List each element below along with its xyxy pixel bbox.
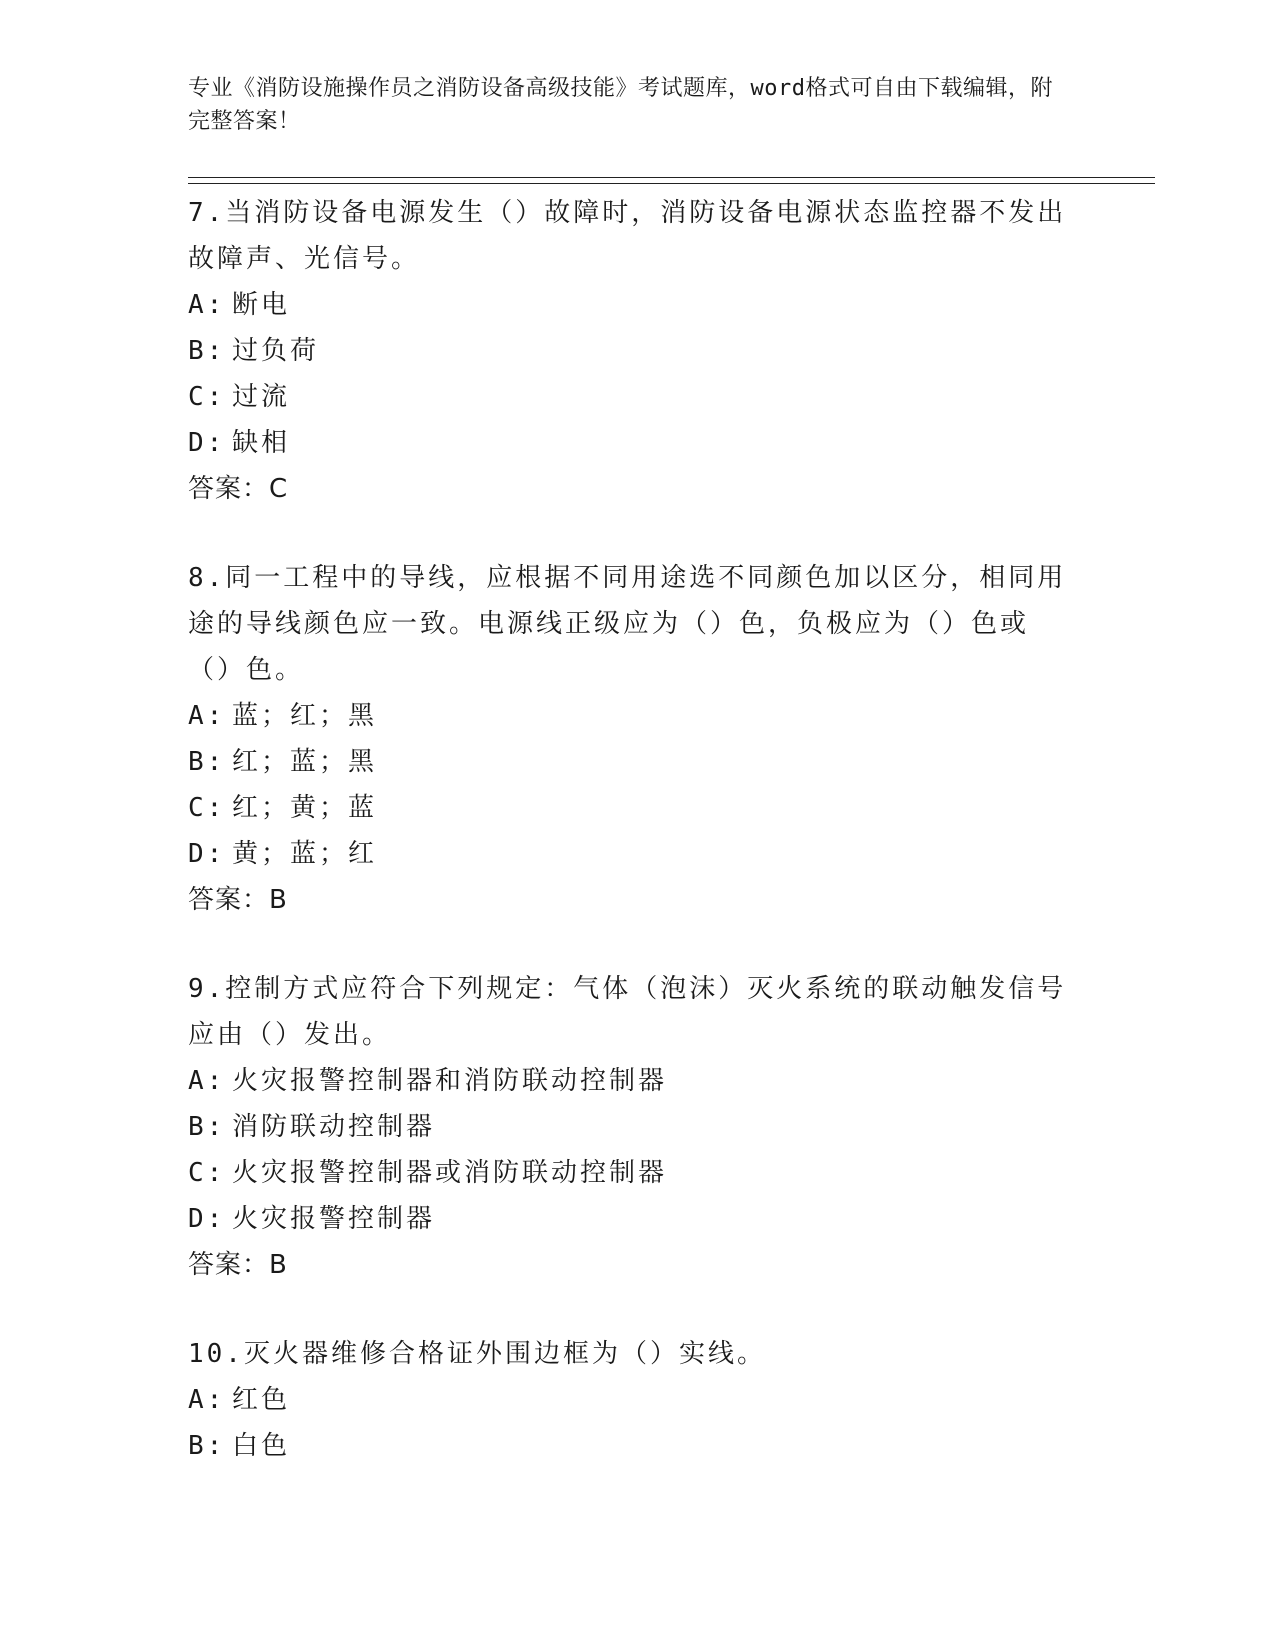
- option-text: 断电: [232, 290, 291, 320]
- option-c: [188, 785, 1068, 831]
- option-text: 消防联动控制器: [232, 1112, 436, 1142]
- option-text: 蓝；红；黑: [232, 701, 378, 731]
- option-key: B:: [188, 1431, 226, 1461]
- question-stem: 10.灭火器维修合格证外围边框为（）实线。: [188, 1339, 766, 1369]
- option-text: 火灾报警控制器和消防联动控制器: [232, 1066, 668, 1096]
- option-text: 过流: [232, 382, 291, 412]
- question-7: [188, 190, 1068, 512]
- option-key: A:: [188, 1066, 226, 1096]
- option-text: 黄；蓝；红: [232, 839, 378, 869]
- question-list: [188, 190, 1068, 1512]
- option-key: D:: [188, 428, 226, 458]
- header-divider-bottom: [188, 183, 1155, 184]
- option-a: [188, 1058, 1068, 1104]
- option-key: C:: [188, 793, 226, 823]
- option-text: 白色: [232, 1431, 291, 1461]
- option-c: [188, 374, 1068, 420]
- option-key: C:: [188, 1158, 226, 1188]
- option-a: [188, 282, 1068, 328]
- option-key: B:: [188, 747, 226, 777]
- option-key: D:: [188, 839, 226, 869]
- option-key: C:: [188, 382, 226, 412]
- option-text: 火灾报警控制器: [232, 1204, 436, 1234]
- option-text: 红色: [232, 1385, 291, 1415]
- option-key: D:: [188, 1204, 226, 1234]
- option-a: [188, 1377, 1068, 1423]
- option-a: [188, 693, 1068, 739]
- question-9: [188, 966, 1068, 1288]
- option-key: B:: [188, 1112, 226, 1142]
- option-d: [188, 1196, 1068, 1242]
- option-b: [188, 739, 1068, 785]
- question-stem: 9.控制方式应符合下列规定：气体（泡沫）灭火系统的联动触发信号应由（）发出。: [188, 974, 1067, 1050]
- document-intro: 专业《消防设施操作员之消防设备高级技能》考试题库，word格式可自由下载编辑，附完整答案！: [188, 76, 1053, 134]
- option-text: 红；黄；蓝: [232, 793, 378, 823]
- option-text: 红；蓝；黑: [232, 747, 378, 777]
- question-8: [188, 555, 1068, 923]
- answer-line: 答案：B: [188, 1250, 288, 1280]
- answer-line: 答案：C: [188, 474, 289, 504]
- option-d: [188, 831, 1068, 877]
- answer-line: 答案：B: [188, 885, 288, 915]
- option-text: 缺相: [232, 428, 291, 458]
- option-text: 火灾报警控制器或消防联动控制器: [232, 1158, 668, 1188]
- option-b: [188, 1104, 1068, 1150]
- option-c: [188, 1150, 1068, 1196]
- option-text: 过负荷: [232, 336, 320, 366]
- option-key: A:: [188, 1385, 226, 1415]
- option-b: [188, 1423, 1068, 1469]
- question-stem: 7.当消防设备电源发生（）故障时，消防设备电源状态监控器不发出故障声、光信号。: [188, 198, 1067, 274]
- option-key: B:: [188, 336, 226, 366]
- question-10: [188, 1331, 1068, 1469]
- option-d: [188, 420, 1068, 466]
- header-divider-top: [188, 177, 1155, 178]
- option-key: A:: [188, 290, 226, 320]
- option-b: [188, 328, 1068, 374]
- question-stem: 8.同一工程中的导线，应根据不同用途选不同颜色加以区分，相同用途的导线颜色应一致。电源线正级应为（）色，负极应为（）色或（）色。: [188, 563, 1067, 685]
- option-key: A:: [188, 701, 226, 731]
